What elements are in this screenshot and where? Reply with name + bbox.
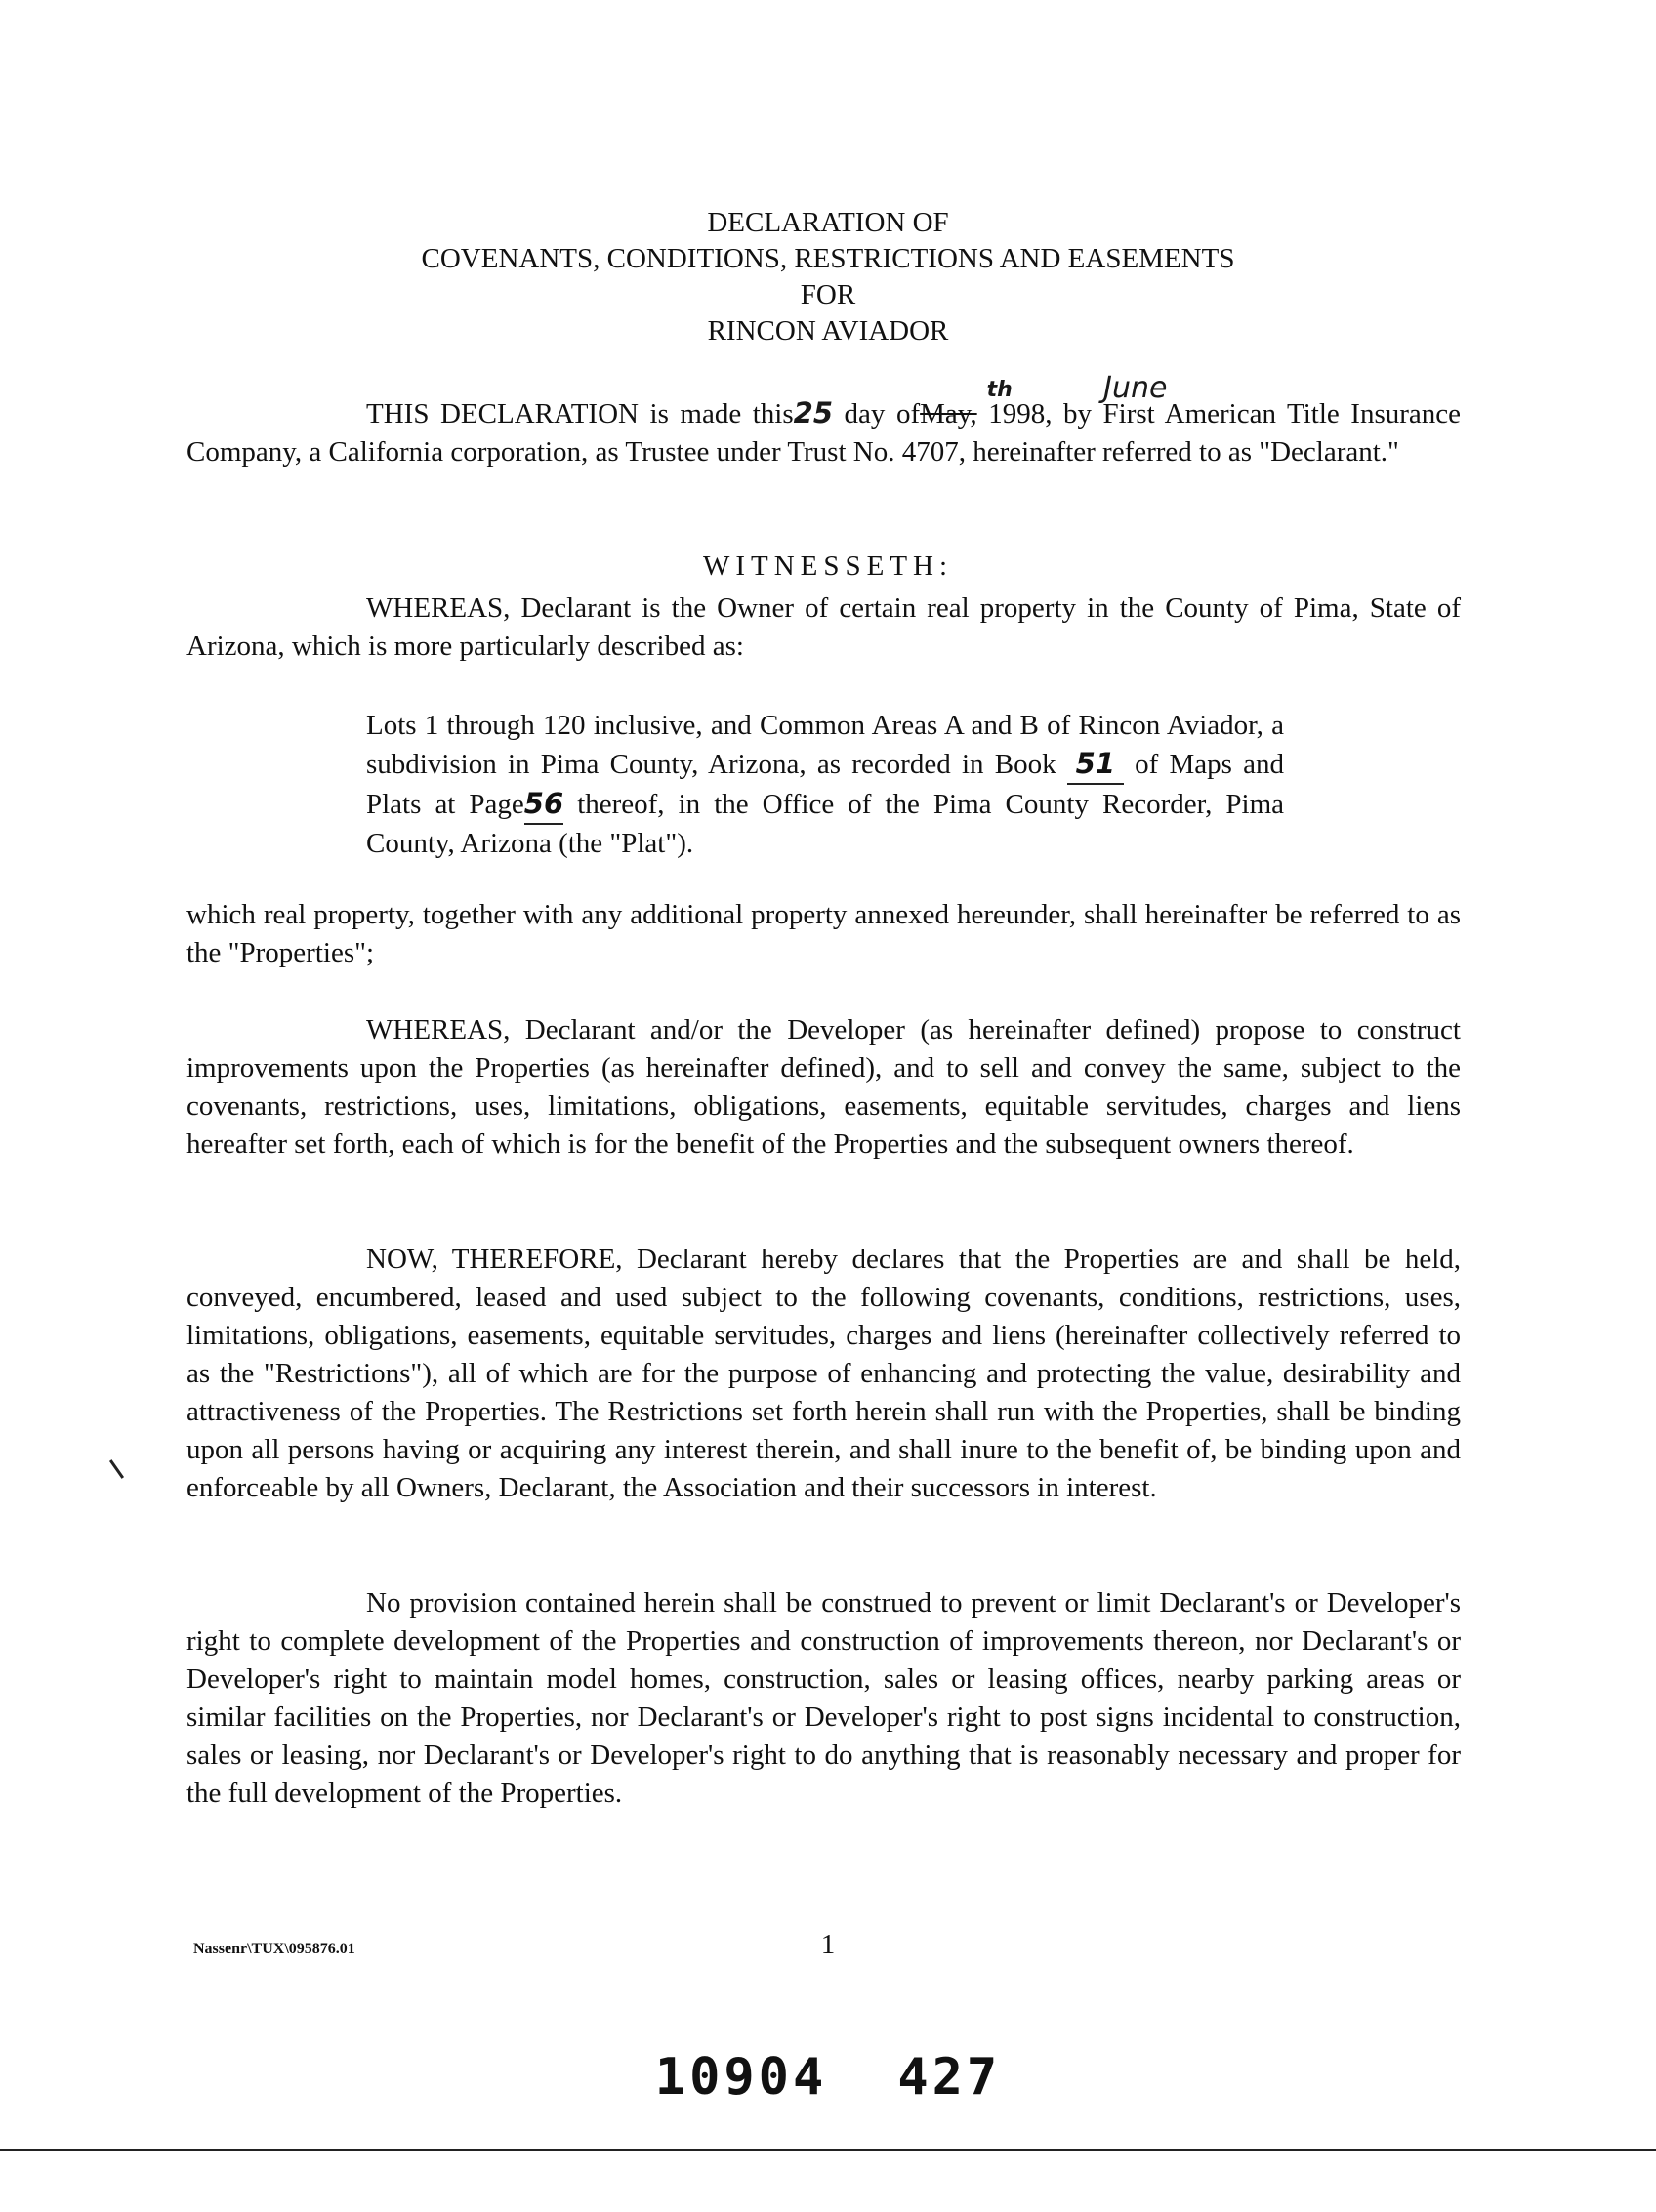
declaration-pre: THIS DECLARATION is made this [366, 398, 794, 430]
title-line-3: FOR [800, 279, 856, 310]
declaration-paragraph [186, 371, 1461, 471]
handwritten-month: June [1103, 371, 1168, 405]
title-line-1: DECLARATION OF [707, 207, 949, 238]
lots-description [366, 707, 1284, 863]
margin-mark [109, 1459, 124, 1479]
witnesseth-heading: WITNESSETH: [702, 551, 954, 582]
declaration-mid: day of [844, 398, 921, 430]
stamp-docket: 10904 [654, 2048, 828, 2107]
lots-pre: Lots 1 through 120 inclusive, and Common Areas A and B of Rincon Aviador, a subdivision in Pima County, Arizona, as recorded in Book [366, 710, 1284, 780]
stamp-page: 427 [897, 2048, 1002, 2107]
bottom-rule [0, 2149, 1656, 2151]
handwritten-page-number: 56 [524, 785, 563, 825]
handwritten-day: 25 th [794, 396, 833, 430]
footer-document-id: Nassenr\TUX\095876.01 [193, 1941, 355, 1957]
page-number: 1 [820, 1929, 836, 1960]
lots-post: thereof, in the Office of the Pima County Recorder, Pima County, Arizona (the "Plat"). [366, 789, 1284, 859]
recording-stamp [0, 2048, 1656, 2107]
struck-month: May, June [920, 371, 1168, 430]
whereas-paragraph-2: WHEREAS, Declarant and/or the Developer (as hereinafter defined) propose to construct improvements upon the Properties (as hereinafter defined), and to sell and convey the same, subject to the covenants, restrictions, uses, limitations, obligations, easements, equitable servitudes, charges and liens hereafter set forth, each of which is for the benefit of the Properties and the subsequent owners thereof. [186, 1014, 1461, 1160]
title-line-4: RINCON AVIADOR [707, 315, 949, 347]
document-title [0, 205, 1656, 349]
handwritten-day-suffix: th [986, 378, 1013, 402]
handwritten-book-number: 51 [1067, 745, 1124, 785]
title-line-2: COVENANTS, CONDITIONS, RESTRICTIONS AND EASEMENTS [421, 243, 1235, 274]
declaration-post: 1998, by First American Title Insurance Company, a California corporation, as Trustee under Trust No. 4707, hereinafter referred to as "Declarant." [186, 398, 1461, 468]
lots-mid: of Maps and Plats at Page [366, 749, 1285, 820]
now-therefore-paragraph: NOW, THEREFORE, Declarant hereby declares that the Properties are and shall be held, conveyed, encumbered, leased and used subject to the following covenants, conditions, restrictions, uses, limitations, obligations, easements, equitable servitudes, charges and liens (hereinafter collectively referred to as the "Restrictions"), all of which are for the purpose of enhancing and protecting the value, desirability and attractiveness of the Properties. The Restrictions set forth herein shall run with the Properties, shall be binding upon all persons having or acquiring any interest therein, and shall inure to the benefit of, be binding upon and enforceable by all Owners, Declarant, the Association and their successors in interest. [186, 1244, 1461, 1503]
whereas-paragraph-1: WHEREAS, Declarant is the Owner of certain real property in the County of Pima, State of Arizona, which is more particularly described as: [186, 593, 1461, 662]
no-provision-paragraph: No provision contained herein shall be construed to prevent or limit Declarant's or Developer's right to complete development of the Properties and construction of improvements thereon, nor Declarant's or Developer's right to maintain model homes, construction, sales or leasing offices, nearby parking areas or similar facilities on the Properties, nor Declarant's or Developer's right to post signs incidental to construction, sales or leasing, nor Declarant's or Developer's right to do anything that is reasonably necessary and proper for the full development of the Properties. [186, 1587, 1461, 1809]
which-paragraph: which real property, together with any additional property annexed hereunder, shall hereinafter be referred to as the "Properties"; [186, 899, 1461, 968]
